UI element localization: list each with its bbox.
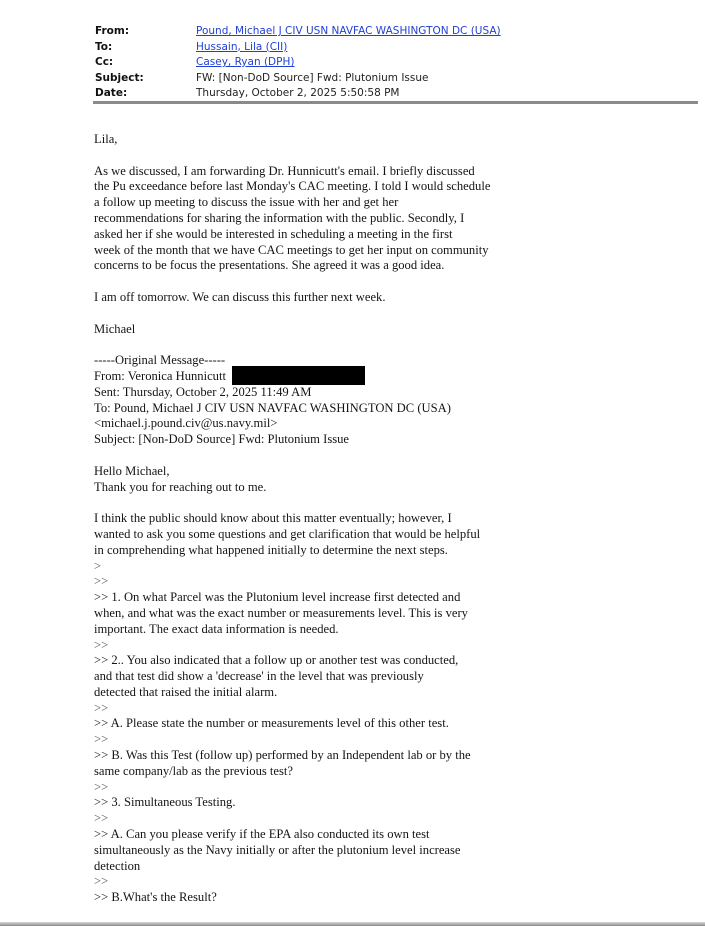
paragraph-line: week of the month that we have CAC meetings to get her input on community xyxy=(94,242,489,257)
header-row-date xyxy=(95,86,501,102)
cc-label: Cc: xyxy=(95,56,114,68)
to-label: To: xyxy=(95,40,113,53)
paragraph-line: a follow up meeting to discuss the issue with her and get her xyxy=(94,195,399,210)
header-row-subject xyxy=(95,71,501,87)
quoted-line: >> 2.. You also indicated that a follow up or another test was conducted, xyxy=(94,653,459,668)
original-to-email: <michael.j.pound.civ@us.navy.mil> xyxy=(94,416,278,431)
from-sender-link[interactable]: Pound, Michael J CIV USN NAVFAC WASHINGTON DC (USA) xyxy=(196,25,501,37)
spacer xyxy=(94,148,524,164)
email-header xyxy=(95,24,501,102)
header-row-to xyxy=(95,40,501,56)
subject-label: Subject: xyxy=(95,71,144,84)
to-recipient-link[interactable]: Hussain, Lila (CII) xyxy=(196,40,288,53)
intro-line: in comprehending what happened initially to determine the next steps. xyxy=(94,542,448,557)
original-thanks: Thank you for reaching out to me. xyxy=(94,479,267,494)
quoted-line: detected that raised the initial alarm. xyxy=(94,684,278,699)
quoted-line: detection xyxy=(94,858,141,873)
quoted-line: and that test did show a 'decrease' in the level that was previously xyxy=(94,669,424,684)
quoted-line: >> xyxy=(94,874,109,889)
quoted-line: when, and what was the exact number or measurements level. This is very xyxy=(94,605,468,620)
quoted-line: >> B.What's the Result? xyxy=(94,890,217,905)
spacer xyxy=(94,337,524,353)
signature: Michael xyxy=(94,321,136,336)
spacer xyxy=(94,274,524,290)
quoted-line: >> A. Please state the number or measurements level of this other test. xyxy=(94,716,449,731)
quoted-line: >> xyxy=(94,700,109,715)
redacted-email-address xyxy=(232,366,365,385)
intro-line: wanted to ask you some questions and get clarification that would be helpful xyxy=(94,526,481,541)
quoted-line: important. The exact data information is needed. xyxy=(94,621,339,636)
original-to: To: Pound, Michael J CIV USN NAVFAC WASHINGTON DC (USA) xyxy=(94,400,451,415)
header-row-cc xyxy=(95,55,501,71)
header-divider xyxy=(93,101,698,104)
spacer xyxy=(94,495,524,511)
date-label: Date: xyxy=(95,87,128,99)
quoted-line: >> xyxy=(94,811,109,826)
header-row-from xyxy=(95,24,501,40)
original-greeting: Hello Michael, xyxy=(94,463,170,478)
email-body xyxy=(94,132,524,906)
subject-value: FW: [Non-DoD Source] Fwd: Plutonium Issue xyxy=(196,71,429,84)
cc-recipient-link[interactable]: Casey, Ryan (DPH) xyxy=(196,56,295,68)
quoted-line: >> A. Can you please verify if the EPA also conducted its own test xyxy=(94,827,430,842)
original-sent: Sent: Thursday, October 2, 2025 11:49 AM xyxy=(94,384,312,399)
greeting: Lila, xyxy=(94,132,118,146)
paragraph-line: asked her if she would be interested in scheduling a meeting in the first xyxy=(94,226,453,241)
spacer xyxy=(94,306,524,322)
date-value: Thursday, October 2, 2025 5:50:58 PM xyxy=(196,87,400,99)
page-bottom-edge xyxy=(0,922,705,926)
paragraph-2: I am off tomorrow. We can discuss this further next week. xyxy=(94,289,386,304)
paragraph-line: the Pu exceedance before last Monday's CAC meeting. I told I would schedule xyxy=(94,179,491,194)
quoted-line: > xyxy=(94,558,102,573)
original-from: From: Veronica Hunnicutt xyxy=(94,368,226,383)
paragraph-line: concerns to be focus the presentations. She agreed it was a good idea. xyxy=(94,258,445,273)
quoted-line: >> B. Was this Test (follow up) performed by an Independent lab or by the xyxy=(94,748,471,763)
intro-line: I think the public should know about this matter eventually; however, I xyxy=(94,511,452,526)
quoted-line: simultaneously as the Navy initially or after the plutonium level increase xyxy=(94,842,461,857)
quoted-line: same company/lab as the previous test? xyxy=(94,763,293,778)
quoted-line: >> xyxy=(94,637,109,652)
spacer xyxy=(94,448,524,464)
paragraph-line: recommendations for sharing the information with the public. Secondly, I xyxy=(94,210,465,225)
quoted-line: >> xyxy=(94,574,109,589)
original-subject: Subject: [Non-DoD Source] Fwd: Plutonium Issue xyxy=(94,432,350,447)
quoted-line: >> 1. On what Parcel was the Plutonium level increase first detected and xyxy=(94,590,461,605)
quoted-line: >> 3. Simultaneous Testing. xyxy=(94,795,236,810)
paragraph-line: As we discussed, I am forwarding Dr. Hunnicutt's email. I briefly discussed xyxy=(94,163,475,178)
from-label: From: xyxy=(95,25,130,37)
original-message-separator: -----Original Message----- xyxy=(94,353,226,368)
quoted-line: >> xyxy=(94,779,109,794)
quoted-line: >> xyxy=(94,732,109,747)
